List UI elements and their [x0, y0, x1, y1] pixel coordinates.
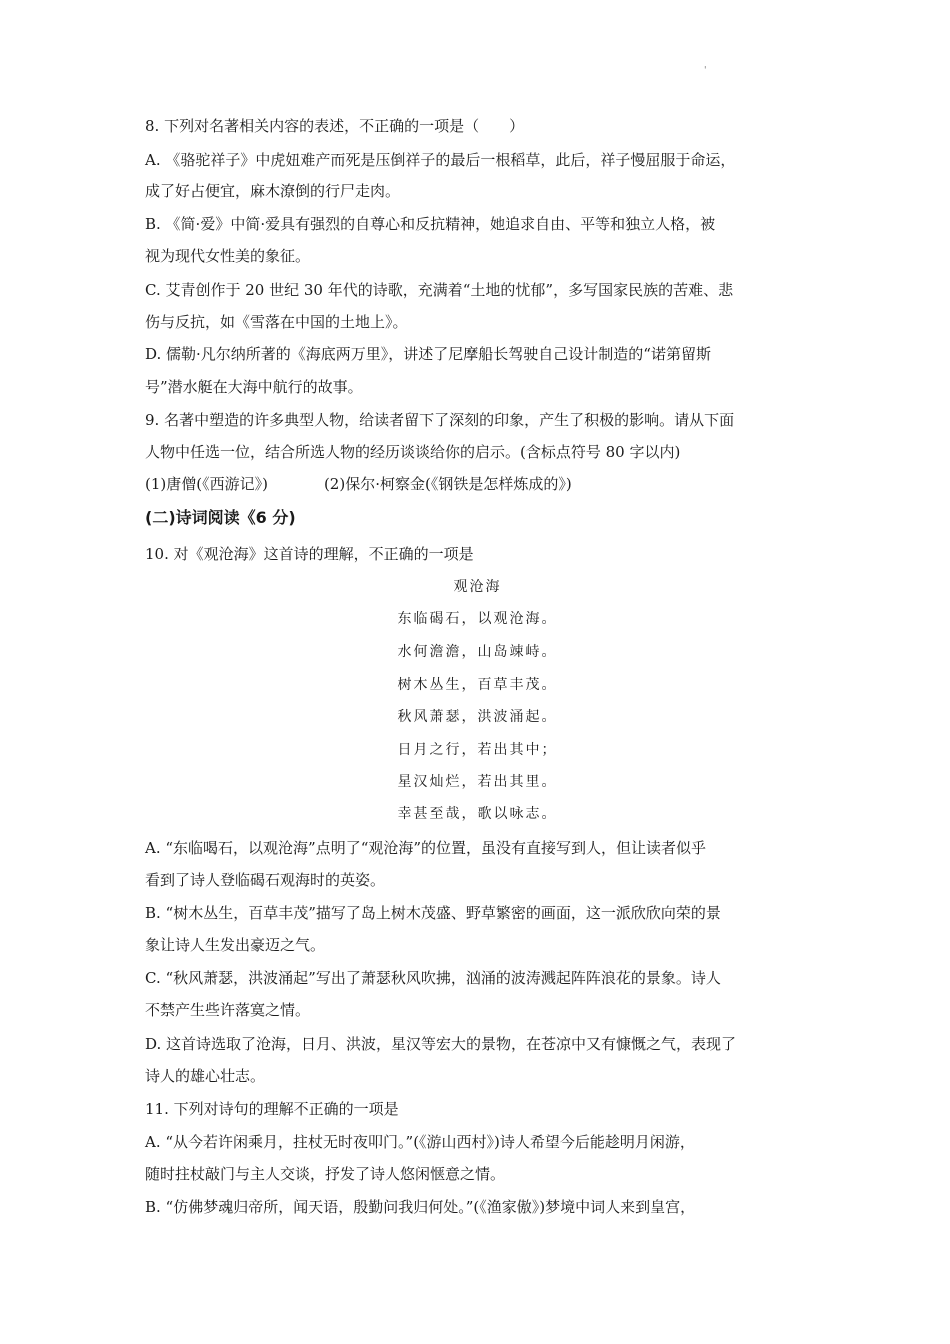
q8-option-a-line1: A. 《骆驼祥子》中虎妞难产而死是压倒祥子的最后一根稻草，此后，祥子慢屈服于命运， [145, 151, 736, 169]
q8-option-b-line2: 视为现代女性美的象征。 [145, 247, 311, 265]
q9-option-2: (2)保尔·柯察金(《钢铁是怎样炼成的》) [323, 475, 572, 493]
q11-option-a-line1: A. “从今若许闲乘月，拄杖无时夜叩门。”(《游山西村》)诗人希望今后能趁明月闲游， [145, 1133, 695, 1151]
q8-option-a-line2: 成了好占便宜，麻木潦倒的行尸走肉。 [145, 182, 401, 200]
poem-title: 观沧海 [453, 579, 502, 595]
q9-options [145, 474, 572, 494]
q10-option-b-line2: 象让诗人生发出豪迈之气。 [145, 936, 326, 954]
q11-option-b-line1: B. “仿佛梦魂归帝所，闻天语，殷勤问我归何处。”(《渔家傲》)梦境中词人来到皇宫， [145, 1198, 696, 1216]
poem-line: 树木丛生，百草丰茂。 [397, 677, 558, 693]
q8-option-c-line2: 伤与反抗，如《雪落在中国的土地上》。 [145, 313, 408, 331]
q8-option-d-line1: D. 儒勒·凡尔纳所著的《海底两万里》，讲述了尼摩船长驾驶自己设计制造的“诺第留斯 [145, 345, 711, 363]
header-mark: ' [704, 66, 707, 76]
poem-line: 水何澹澹，山岛竦峙。 [397, 644, 558, 660]
q10-stem: 10. 对《观沧海》这首诗的理解，不正确的一项是 [145, 545, 474, 563]
q10-option-c-line1: C. “秋风萧瑟，洪波涌起”写出了萧瑟秋风吹拂，汹涌的波涛溅起阵阵浪花的景象。诗人 [145, 969, 721, 987]
q10-option-d-line1: D. 这首诗选取了沧海，日月、洪波，星汉等宏大的景物，在苍凉中又有慷慨之气，表现了 [145, 1035, 737, 1053]
section-heading-poetry: (二)诗词阅读《6 分) [145, 508, 296, 527]
poem-line: 东临碣石，以观沧海。 [397, 611, 558, 627]
q10-option-c-line2: 不禁产生些许落寞之情。 [145, 1001, 311, 1019]
q11-option-a-line2: 随时拄杖敲门与主人交谈，抒发了诗人悠闲惬意之情。 [145, 1165, 506, 1183]
q8-stem: 8. 下列对名著相关内容的表述，不正确的一项是（ ） [145, 117, 525, 135]
poem-line: 幸甚至哉，歌以咏志。 [397, 806, 558, 822]
poem-line: 星汉灿烂，若出其里。 [397, 774, 558, 790]
q8-option-b-line1: B. 《简·爱》中简·爱具有强烈的自尊心和反抗精神，她追求自由、平等和独立人格，被 [145, 215, 716, 233]
q8-option-d-line2: 号”潜水艇在大海中航行的故事。 [145, 378, 363, 396]
q9-option-1: (1)唐僧(《西游记》) [145, 475, 268, 493]
q11-stem: 11. 下列对诗句的理解不正确的一项是 [145, 1100, 399, 1118]
q9-stem-line1: 9. 名著中塑造的许多典型人物，给读者留下了深刻的印象，产生了积极的影响。请从下面 [145, 411, 735, 429]
poem-line: 秋风萧瑟，洪波涌起。 [397, 709, 558, 725]
q8-option-c-line1: C. 艾青创作于 20 世纪 30 年代的诗歌，充满着“土地的忧郁”，多写国家民族的苦难、悲 [145, 281, 734, 299]
q10-option-d-line2: 诗人的雄心壮志。 [145, 1067, 266, 1085]
q10-option-b-line1: B. “树木丛生，百草丰茂”描写了岛上树木茂盛、野草繁密的画面，这一派欣欣向荣的景 [145, 904, 721, 922]
q10-option-a-line2: 看到了诗人登临碣石观海时的英姿。 [145, 871, 386, 889]
q10-option-a-line1: A. “东临喝石，以观沧海”点明了“观沧海”的位置，虽没有直接写到人，但让读者似乎 [145, 839, 707, 857]
q9-stem-line2: 人物中任选一位，结合所选人物的经历谈谈给你的启示。(含标点符号 80 字以内) [145, 443, 681, 461]
poem-line: 日月之行，若出其中； [397, 742, 558, 758]
